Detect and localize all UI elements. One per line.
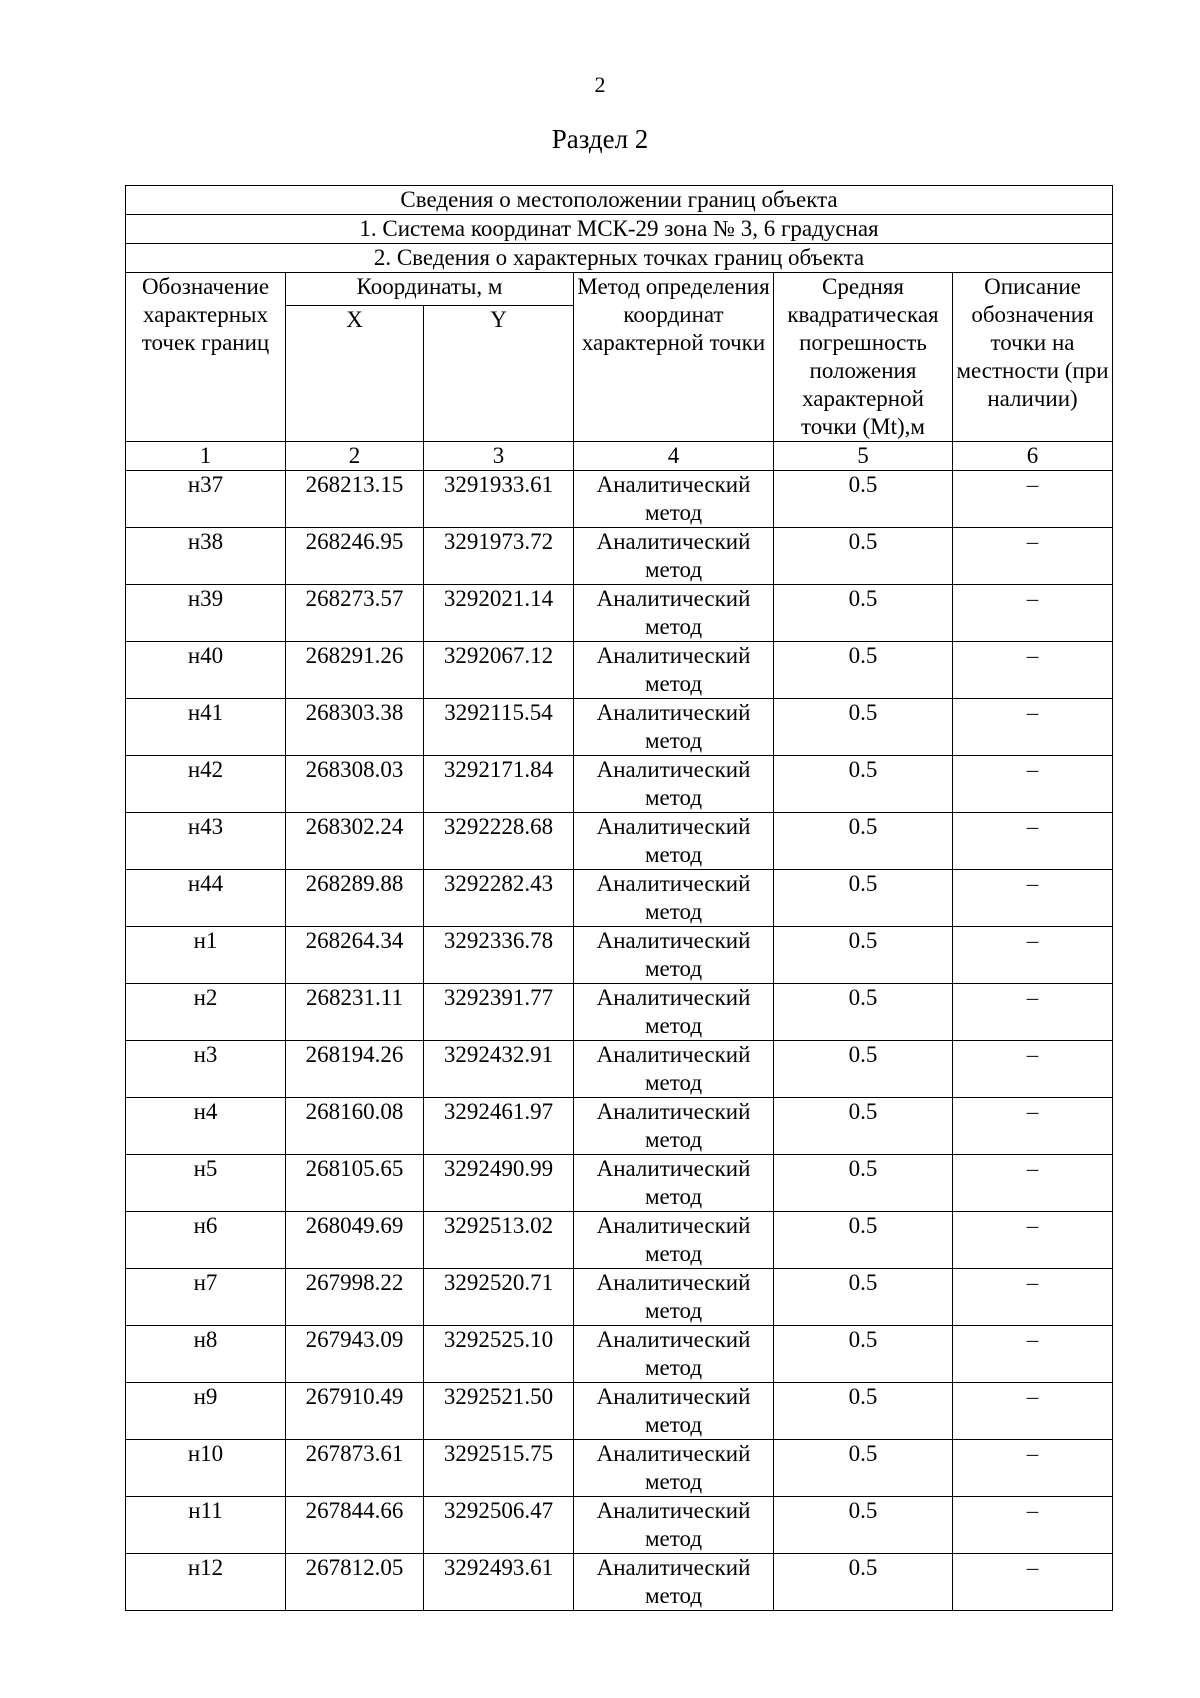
y-cell: 3292521.50: [424, 1383, 574, 1440]
table-row: [126, 642, 1113, 699]
mt-cell: 0.5: [774, 1554, 953, 1611]
y-cell: 3292228.68: [424, 813, 574, 870]
mt-cell: 0.5: [774, 1155, 953, 1212]
table-row: [126, 471, 1113, 528]
method-cell: Аналитический метод: [574, 1269, 774, 1326]
table-row: [126, 813, 1113, 870]
table-row: [126, 1212, 1113, 1269]
column-number: 3: [424, 442, 574, 471]
description-cell: –: [953, 1497, 1113, 1554]
description-cell: –: [953, 642, 1113, 699]
point-cell: н12: [126, 1554, 286, 1611]
x-cell: 268160.08: [286, 1098, 424, 1155]
y-cell: 3292115.54: [424, 699, 574, 756]
table-row: [126, 1098, 1113, 1155]
x-cell: 267812.05: [286, 1554, 424, 1611]
mt-cell: 0.5: [774, 1269, 953, 1326]
section-title: Раздел 2: [551, 124, 649, 154]
point-cell: н38: [126, 528, 286, 585]
page-number: 2: [594, 72, 606, 97]
x-cell: 268231.11: [286, 984, 424, 1041]
table-title: Сведения о местоположении границ объекта: [126, 186, 1113, 215]
description-cell: –: [953, 585, 1113, 642]
point-cell: н6: [126, 1212, 286, 1269]
y-cell: 3292336.78: [424, 927, 574, 984]
y-cell: 3292461.97: [424, 1098, 574, 1155]
method-cell: Аналитический метод: [574, 1098, 774, 1155]
method-cell: Аналитический метод: [574, 1326, 774, 1383]
table-row: [126, 756, 1113, 813]
method-cell: Аналитический метод: [574, 1497, 774, 1554]
table-row: [126, 1383, 1113, 1440]
x-cell: 267910.49: [286, 1383, 424, 1440]
point-cell: н44: [126, 870, 286, 927]
y-cell: 3292515.75: [424, 1440, 574, 1497]
table-row: [126, 984, 1113, 1041]
point-cell: н11: [126, 1497, 286, 1554]
table-row: [126, 585, 1113, 642]
header-x: X: [286, 305, 424, 441]
method-cell: Аналитический метод: [574, 1440, 774, 1497]
y-cell: 3292525.10: [424, 1326, 574, 1383]
point-cell: н43: [126, 813, 286, 870]
description-cell: –: [953, 1155, 1113, 1212]
table-row: [126, 870, 1113, 927]
point-cell: н3: [126, 1041, 286, 1098]
table-row: [126, 1041, 1113, 1098]
description-cell: –: [953, 1269, 1113, 1326]
x-cell: 267873.61: [286, 1440, 424, 1497]
point-cell: н1: [126, 927, 286, 984]
mt-cell: 0.5: [774, 585, 953, 642]
point-cell: н2: [126, 984, 286, 1041]
y-cell: 3292520.71: [424, 1269, 574, 1326]
y-cell: 3292391.77: [424, 984, 574, 1041]
x-cell: 268049.69: [286, 1212, 424, 1269]
description-cell: –: [953, 1440, 1113, 1497]
table-row: [126, 1269, 1113, 1326]
y-cell: 3291933.61: [424, 471, 574, 528]
column-number: 4: [574, 442, 774, 471]
mt-cell: 0.5: [774, 1383, 953, 1440]
mt-cell: 0.5: [774, 1440, 953, 1497]
table-row: [126, 699, 1113, 756]
method-cell: Аналитический метод: [574, 699, 774, 756]
point-cell: н42: [126, 756, 286, 813]
method-cell: Аналитический метод: [574, 528, 774, 585]
table-row: [126, 1155, 1113, 1212]
column-number: 2: [286, 442, 424, 471]
table-row: [126, 1440, 1113, 1497]
mt-cell: 0.5: [774, 813, 953, 870]
mt-cell: 0.5: [774, 699, 953, 756]
header-method: Метод определения координат характерной точки: [574, 273, 774, 442]
point-cell: н8: [126, 1326, 286, 1383]
x-cell: 268273.57: [286, 585, 424, 642]
mt-cell: 0.5: [774, 1212, 953, 1269]
mt-cell: 0.5: [774, 1098, 953, 1155]
x-cell: 268213.15: [286, 471, 424, 528]
header-coords: Координаты, м: [286, 273, 574, 306]
header-error: Средняя квадратическая погрешность положения характерной точки (Mt),м: [774, 273, 953, 442]
description-cell: –: [953, 927, 1113, 984]
coordinates-table: [125, 185, 1113, 1611]
mt-cell: 0.5: [774, 642, 953, 699]
y-cell: 3292490.99: [424, 1155, 574, 1212]
point-cell: н9: [126, 1383, 286, 1440]
method-cell: Аналитический метод: [574, 471, 774, 528]
header-point: Обозначение характерных точек границ: [126, 273, 286, 442]
method-cell: Аналитический метод: [574, 756, 774, 813]
description-cell: –: [953, 1383, 1113, 1440]
description-cell: –: [953, 1326, 1113, 1383]
x-cell: 267998.22: [286, 1269, 424, 1326]
method-cell: Аналитический метод: [574, 642, 774, 699]
description-cell: –: [953, 756, 1113, 813]
table-row: [126, 1326, 1113, 1383]
method-cell: Аналитический метод: [574, 813, 774, 870]
x-cell: 267844.66: [286, 1497, 424, 1554]
x-cell: 268194.26: [286, 1041, 424, 1098]
table-row: [126, 1497, 1113, 1554]
y-cell: 3292171.84: [424, 756, 574, 813]
x-cell: 268302.24: [286, 813, 424, 870]
x-cell: 267943.09: [286, 1326, 424, 1383]
method-cell: Аналитический метод: [574, 927, 774, 984]
x-cell: 268308.03: [286, 756, 424, 813]
method-cell: Аналитический метод: [574, 1212, 774, 1269]
mt-cell: 0.5: [774, 984, 953, 1041]
y-cell: 3292067.12: [424, 642, 574, 699]
x-cell: 268289.88: [286, 870, 424, 927]
point-cell: н7: [126, 1269, 286, 1326]
mt-cell: 0.5: [774, 927, 953, 984]
y-cell: 3292282.43: [424, 870, 574, 927]
method-cell: Аналитический метод: [574, 1383, 774, 1440]
header-description: Описание обозначения точки на местности (при наличии): [953, 273, 1113, 442]
y-cell: 3292493.61: [424, 1554, 574, 1611]
description-cell: –: [953, 1098, 1113, 1155]
point-cell: н4: [126, 1098, 286, 1155]
column-number: 1: [126, 442, 286, 471]
description-cell: –: [953, 471, 1113, 528]
method-cell: Аналитический метод: [574, 1041, 774, 1098]
header-y: Y: [424, 305, 574, 441]
table-row: [126, 1554, 1113, 1611]
mt-cell: 0.5: [774, 1497, 953, 1554]
mt-cell: 0.5: [774, 756, 953, 813]
point-cell: н39: [126, 585, 286, 642]
mt-cell: 0.5: [774, 1041, 953, 1098]
method-cell: Аналитический метод: [574, 1155, 774, 1212]
points-info-line: 2. Сведения о характерных точках границ объекта: [126, 244, 1113, 273]
method-cell: Аналитический метод: [574, 585, 774, 642]
mt-cell: 0.5: [774, 870, 953, 927]
description-cell: –: [953, 1212, 1113, 1269]
mt-cell: 0.5: [774, 471, 953, 528]
mt-cell: 0.5: [774, 1326, 953, 1383]
description-cell: –: [953, 984, 1113, 1041]
description-cell: –: [953, 1041, 1113, 1098]
x-cell: 268105.65: [286, 1155, 424, 1212]
x-cell: 268246.95: [286, 528, 424, 585]
point-cell: н5: [126, 1155, 286, 1212]
description-cell: –: [953, 870, 1113, 927]
mt-cell: 0.5: [774, 528, 953, 585]
description-cell: –: [953, 813, 1113, 870]
x-cell: 268264.34: [286, 927, 424, 984]
point-cell: н10: [126, 1440, 286, 1497]
description-cell: –: [953, 699, 1113, 756]
coordinate-system-line: 1. Система координат МСК-29 зона № 3, 6 градусная: [126, 215, 1113, 244]
column-number: 5: [774, 442, 953, 471]
table-row: [126, 528, 1113, 585]
y-cell: 3291973.72: [424, 528, 574, 585]
x-cell: 268303.38: [286, 699, 424, 756]
point-cell: н37: [126, 471, 286, 528]
y-cell: 3292021.14: [424, 585, 574, 642]
description-cell: –: [953, 1554, 1113, 1611]
x-cell: 268291.26: [286, 642, 424, 699]
point-cell: н40: [126, 642, 286, 699]
y-cell: 3292432.91: [424, 1041, 574, 1098]
description-cell: –: [953, 528, 1113, 585]
point-cell: н41: [126, 699, 286, 756]
table-row: [126, 927, 1113, 984]
y-cell: 3292513.02: [424, 1212, 574, 1269]
method-cell: Аналитический метод: [574, 870, 774, 927]
method-cell: Аналитический метод: [574, 1554, 774, 1611]
y-cell: 3292506.47: [424, 1497, 574, 1554]
column-number: 6: [953, 442, 1113, 471]
method-cell: Аналитический метод: [574, 984, 774, 1041]
